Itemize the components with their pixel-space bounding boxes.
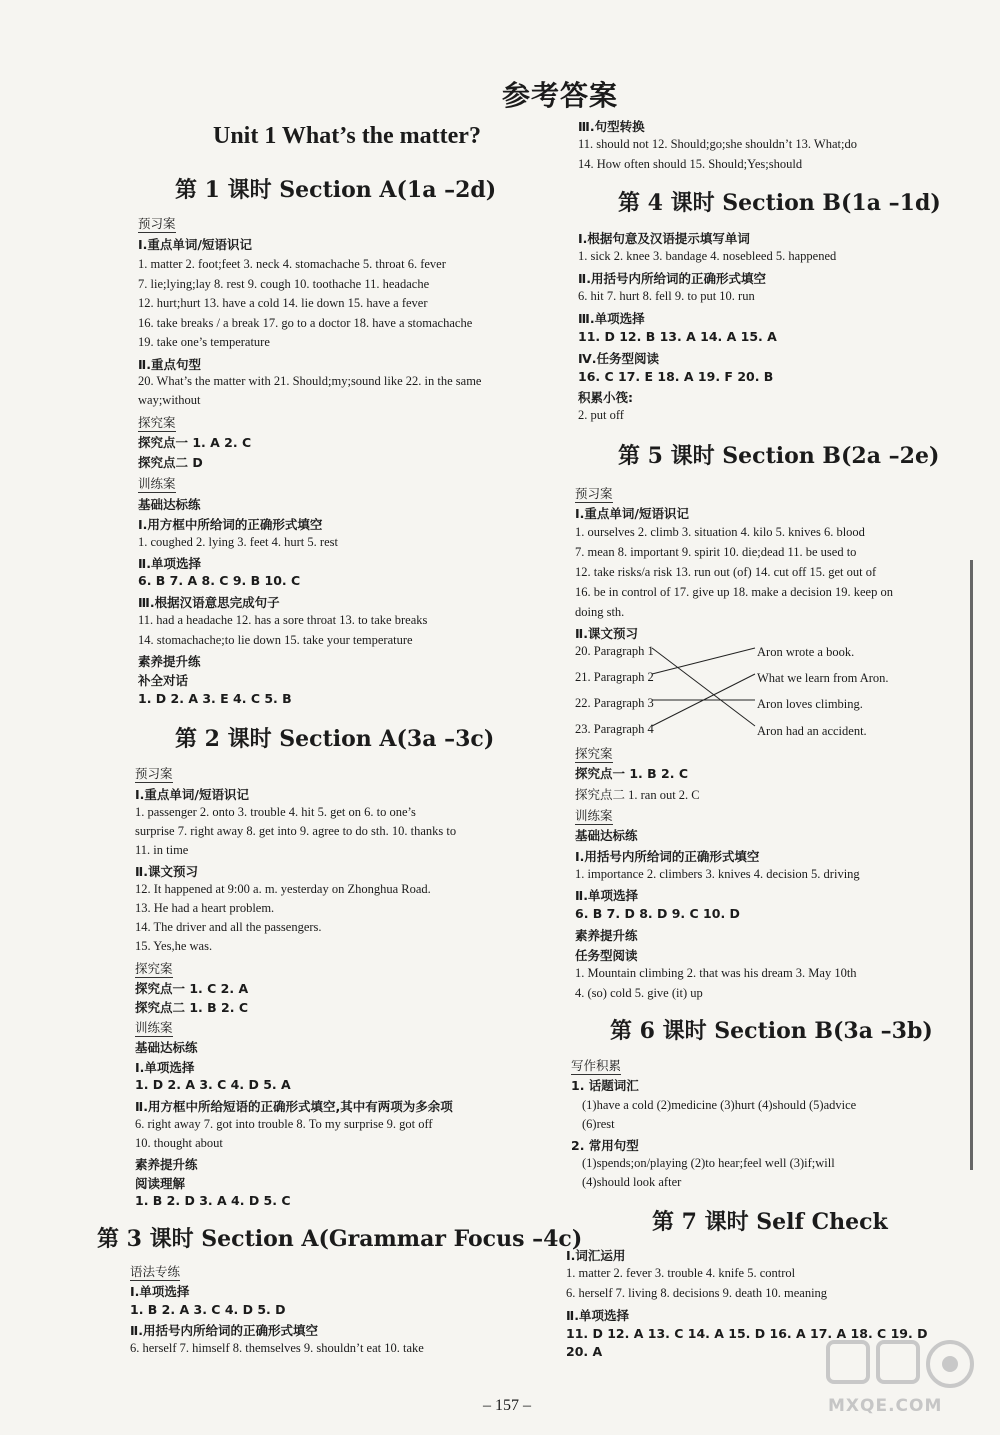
- left-line: 10. thought about: [135, 1136, 223, 1150]
- right-line: What we learn from Aron.: [757, 671, 889, 685]
- right-line: 14. How often should 15. Should;Yes;should: [578, 157, 803, 171]
- right-line: Ⅰ.重点单词/短语识记: [575, 506, 689, 521]
- left-line: 6. right away 7. got into trouble 8. To my surprise 9. got off: [135, 1117, 433, 1131]
- left-line: 探究点一 1. C 2. A: [135, 981, 249, 996]
- left-line: 探究点一 1. A 2. C: [138, 435, 252, 450]
- match-line-1: [652, 648, 755, 726]
- left-line: Ⅱ.重点句型: [138, 357, 201, 372]
- right-line: 1. importance 2. climbers 3. knives 4. decision 5. driving: [575, 867, 860, 881]
- left-line: 第 1 课时 Section A(1a –2d): [175, 177, 497, 203]
- right-line: 20. A: [566, 1344, 603, 1359]
- right-line: Ⅲ.句型转换: [578, 119, 645, 134]
- right-line: 第 7 课时 Self Check: [652, 1209, 888, 1235]
- right-line: 1. 话题词汇: [571, 1078, 639, 1093]
- left-line: 语法专练: [130, 1264, 181, 1279]
- right-line: 积累小筏:: [578, 390, 633, 405]
- right-line: 12. take risks/a risk 13. run out (of) 14. cut off 15. get out of: [575, 565, 877, 579]
- left-line: 11. had a headache 12. has a sore throat 13. to take breaks: [138, 613, 428, 627]
- right-line: Ⅰ.根据句意及汉语提示填写单词: [578, 231, 750, 246]
- scan-edge-line: [970, 560, 973, 1170]
- left-line: 素养提升练: [135, 1157, 198, 1172]
- left-line: surprise 7. right away 8. get into 9. agree to do sth. 10. thanks to: [135, 824, 457, 838]
- left-line: 1. passenger 2. onto 3. trouble 4. hit 5. get on 6. to one’s: [135, 805, 416, 819]
- right-line: Aron had an accident.: [757, 724, 867, 738]
- right-line: Ⅰ.词汇运用: [566, 1248, 626, 1263]
- right-line: 预习案: [575, 486, 613, 501]
- right-line: 20. Paragraph 1: [575, 644, 654, 658]
- right-line: 第 4 课时 Section B(1a –1d): [618, 190, 941, 216]
- right-line: 11. D 12. A 13. C 14. A 15. D 16. A 17. A 18. C 19. D: [566, 1326, 928, 1341]
- right-line: 7. mean 8. important 9. spirit 10. die;dead 11. be used to: [575, 545, 857, 559]
- matching-lines: [650, 642, 760, 737]
- right-line: 11. D 12. B 13. A 14. A 15. A: [578, 329, 777, 344]
- left-line: 训练案: [138, 476, 176, 491]
- right-line: 16. be in control of 17. give up 18. make a decision 19. keep on: [575, 585, 893, 599]
- right-line: 1. matter 2. fever 3. trouble 4. knife 5. control: [566, 1266, 796, 1280]
- left-line: Ⅰ.单项选择: [130, 1284, 190, 1299]
- right-line: 6. B 7. D 8. D 9. C 10. D: [575, 906, 740, 921]
- right-line: Ⅲ.单项选择: [578, 311, 645, 326]
- left-line: 14. The driver and all the passengers.: [135, 920, 322, 934]
- right-line: 6. hit 7. hurt 8. fell 9. to put 10. run: [578, 289, 755, 303]
- right-line: 第 5 课时 Section B(2a –2e): [618, 443, 940, 469]
- match-line-2: [652, 648, 755, 674]
- right-line: 1. Mountain climbing 2. that was his dream 3. May 10th: [575, 966, 857, 980]
- watermark-icon: [822, 1338, 987, 1398]
- left-line: 第 3 课时 Section A(Grammar Focus –4c): [97, 1226, 583, 1252]
- left-line: 20. What’s the matter with 21. Should;my;sound like 22. in the same: [138, 374, 482, 388]
- left-line: 探究点二 1. B 2. C: [135, 1000, 249, 1015]
- left-line: 探究案: [135, 961, 173, 976]
- right-line: Ⅱ.单项选择: [575, 888, 638, 903]
- left-line: 6. B 7. A 8. C 9. B 10. C: [138, 573, 301, 588]
- left-line: 13. He had a heart problem.: [135, 901, 275, 915]
- left-line: 1. matter 2. foot;feet 3. neck 4. stomachache 5. throat 6. fever: [138, 257, 446, 271]
- left-line: Ⅰ.重点单词/短语识记: [138, 237, 252, 252]
- right-line: (1)have a cold (2)medicine (3)hurt (4)should (5)advice: [582, 1098, 857, 1112]
- left-line: 12. It happened at 9:00 a. m. yesterday on Zhonghua Road.: [135, 882, 431, 896]
- page-title: 参考答案: [502, 79, 619, 112]
- left-line: Ⅱ.用括号内所给词的正确形式填空: [130, 1323, 318, 1338]
- right-line: Ⅱ.课文预习: [575, 626, 638, 641]
- right-line: Ⅳ.任务型阅读: [578, 351, 659, 366]
- left-line: 6. herself 7. himself 8. themselves 9. shouldn’t eat 10. take: [130, 1341, 424, 1355]
- right-line: 探究点二 1. ran out 2. C: [575, 788, 700, 802]
- right-line: 21. Paragraph 2: [575, 670, 654, 684]
- left-line: 11. in time: [135, 843, 189, 857]
- right-line: 1. ourselves 2. climb 3. situation 4. kilo 5. knives 6. blood: [575, 525, 865, 539]
- right-line: 写作积累: [571, 1058, 622, 1073]
- left-line: way;without: [138, 393, 201, 407]
- right-line: 素养提升练: [575, 928, 638, 943]
- right-line: 2. 常用句型: [571, 1138, 639, 1153]
- left-line: Ⅱ.单项选择: [138, 556, 201, 571]
- watermark-logo: [822, 1338, 987, 1430]
- left-line: 基础达标练: [138, 497, 201, 512]
- watermark-site: MXQE.COM: [828, 1396, 943, 1416]
- left-line: 预习案: [135, 766, 173, 781]
- left-line: 探究点二 D: [138, 455, 203, 470]
- left-line: Ⅱ.课文预习: [135, 864, 198, 879]
- right-line: 任务型阅读: [575, 948, 638, 963]
- right-line: 11. should not 12. Should;go;she shouldn’t 13. What;do: [578, 137, 857, 151]
- right-line: 23. Paragraph 4: [575, 722, 654, 736]
- right-line: (4)should look after: [582, 1175, 682, 1189]
- left-line: 1. coughed 2. lying 3. feet 4. hurt 5. rest: [138, 535, 338, 549]
- right-line: (1)spends;on/playing (2)to hear;feel well (3)if;will: [582, 1156, 835, 1170]
- left-line: 15. Yes,he was.: [135, 939, 213, 953]
- left-line: 基础达标练: [135, 1040, 198, 1055]
- left-line: 1. D 2. A 3. E 4. C 5. B: [138, 691, 292, 706]
- left-line: 16. take breaks / a break 17. go to a doctor 18. have a stomachache: [138, 316, 473, 330]
- right-line: 探究点一 1. B 2. C: [575, 766, 689, 781]
- left-line: 1. B 2. D 3. A 4. D 5. C: [135, 1193, 291, 1208]
- right-line: 探究案: [575, 746, 613, 761]
- left-line: Ⅰ.单项选择: [135, 1060, 195, 1075]
- left-line: 素养提升练: [138, 654, 201, 669]
- right-line: doing sth.: [575, 605, 625, 619]
- left-line: Ⅱ.用方框中所给短语的正确形式填空,其中有两项为多余项: [135, 1099, 453, 1114]
- left-line: 1. B 2. A 3. C 4. D 5. D: [130, 1302, 286, 1317]
- right-line: Aron wrote a book.: [757, 645, 855, 659]
- right-line: 6. herself 7. living 8. decisions 9. death 10. meaning: [566, 1286, 828, 1300]
- left-line: Ⅰ.用方框中所给词的正确形式填空: [138, 517, 323, 532]
- left-line: 第 2 课时 Section A(3a –3c): [175, 726, 495, 752]
- left-line: 补全对话: [138, 673, 189, 688]
- left-line: 7. lie;lying;lay 8. rest 9. cough 10. toothache 11. headache: [138, 277, 430, 291]
- right-line: 基础达标练: [575, 828, 638, 843]
- left-line: 12. hurt;hurt 13. have a cold 14. lie down 15. have a fever: [138, 296, 428, 310]
- right-line: (6)rest: [582, 1117, 615, 1131]
- left-line: 1. D 2. A 3. C 4. D 5. A: [135, 1077, 291, 1092]
- right-line: 4. (so) cold 5. give (it) up: [575, 986, 703, 1000]
- left-line: Ⅲ.根据汉语意思完成句子: [138, 595, 280, 610]
- right-line: 16. C 17. E 18. A 19. F 20. B: [578, 369, 774, 384]
- left-line: 19. take one’s temperature: [138, 335, 270, 349]
- right-line: 2. put off: [578, 408, 624, 422]
- left-line: 训练案: [135, 1020, 173, 1035]
- right-line: 训练案: [575, 808, 613, 823]
- left-line: 探究案: [138, 415, 176, 430]
- left-line: 阅读理解: [135, 1176, 186, 1191]
- right-line: Ⅰ.用括号内所给词的正确形式填空: [575, 849, 760, 864]
- left-line: Unit 1 What’s the matter?: [213, 123, 481, 149]
- right-line: 1. sick 2. knee 3. bandage 4. nosebleed 5. happened: [578, 249, 837, 263]
- left-line: 14. stomachache;to lie down 15. take your temperature: [138, 633, 413, 647]
- right-line: 22. Paragraph 3: [575, 696, 654, 710]
- left-line: Ⅰ.重点单词/短语识记: [135, 787, 249, 802]
- page-number: – 157 –: [483, 1397, 531, 1414]
- right-line: Ⅱ.单项选择: [566, 1308, 629, 1323]
- left-line: 预习案: [138, 216, 176, 231]
- right-line: 第 6 课时 Section B(3a –3b): [610, 1018, 933, 1044]
- right-line: Ⅱ.用括号内所给词的正确形式填空: [578, 271, 766, 286]
- right-line: Aron loves climbing.: [757, 697, 863, 711]
